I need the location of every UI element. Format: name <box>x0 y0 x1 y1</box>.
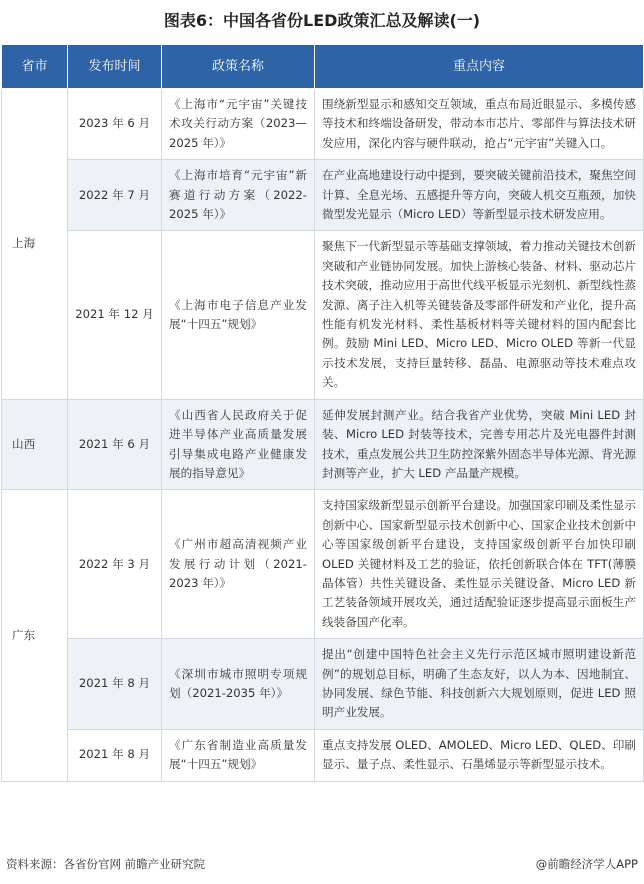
header-province: 省市 <box>2 45 68 89</box>
table-row <box>2 160 644 231</box>
date-cell: 2022 年 7 月 <box>68 160 162 231</box>
footer <box>0 852 644 876</box>
date-cell: 2023 年 6 月 <box>68 89 162 160</box>
content-cell: 聚焦下一代新型显示等基础支撑领域，着力推动关键技术创新突破和产业链协同发展。加快上游核心装备、材料、驱动芯片技术突破，推动应用于高世代线平板显示光刻机、新型线性蒸发源、离子注入机等关键装备及零部件研发和产业化，提升高性能有机发光材料、柔性基板材料等关键材料的国内配套比例。鼓励 Mini LED、Micro LED、Micro OLED 等新一代显示技术发展，支持巨量转移、磊晶、电源驱动等技术难点攻关。 <box>315 231 644 399</box>
policy-name-cell: 《上海市培育“元宇宙”新赛道行动方案（2022-2025 年）》 <box>162 160 315 231</box>
date-cell: 2022 年 3 月 <box>68 490 162 639</box>
province-cell: 山西 <box>2 399 68 490</box>
content-cell: 在产业高地建设行动中提到，要突破关键前沿技术，聚焦空间计算、全息光场、五感提升等方向，突破人机交互瓶颈，加快微型发光显示（Micro LED）等新型显示技术研发应用。 <box>315 160 644 231</box>
policy-table <box>1 44 644 782</box>
header-content: 重点内容 <box>315 45 644 89</box>
province-cell: 上海 <box>2 89 68 400</box>
content-cell: 重点支持发展 OLED、AMOLED、Micro LED、QLED、印刷显示、量子点、柔性显示、石墨烯显示等新型显示技术。 <box>315 729 644 781</box>
table-row <box>2 729 644 781</box>
policy-name-cell: 《山西省人民政府关于促进半导体产业高质量发展引导集成电路产业健康发展的指导意见》 <box>162 399 315 490</box>
content-cell: 延伸发展封测产业。结合我省产业优势，突破 Mini LED 封装、Micro LED 封装等技术，完善专用芯片及光电器件封测技术，重点发展公共卫生防控深紫外固态半导体光源、背光源封测等产业，扩大 LED 产品量产规模。 <box>315 399 644 490</box>
date-cell: 2021 年 6 月 <box>68 399 162 490</box>
table-row <box>2 490 644 639</box>
chart-title: 图表6：中国各省份LED政策汇总及解读(一) <box>163 11 481 30</box>
content-cell: 围绕新型显示和感知交互领域，重点布局近眼显示、多模传感等技术和终端设备研发，带动本市芯片、零部件与算法技术研发应用，深化内容与硬件联动，抢占“元宇宙”关键入口。 <box>315 89 644 160</box>
source-note: 资料来源：各省份官网 前瞻产业研究院 <box>6 857 206 871</box>
date-cell: 2021 年 8 月 <box>68 729 162 781</box>
header-date: 发布时间 <box>68 45 162 89</box>
header-name: 政策名称 <box>162 45 315 89</box>
content-cell: 支持国家级新型显示创新平台建设。加强国家印刷及柔性显示创新中心、国家新型显示技术创新中心、国家企业技术创新中心等国家级创新平台建设，支持国家级创新平台加快印刷 OLED 关键材料及工艺的验证，依托创新联合体在 TFT(薄膜晶体管）共性关键设备、柔性显示关键设备、Micro LED 新工艺装备领域开展攻关，通过适配验证逐步提高显示面板生产线装备国产化率。 <box>315 490 644 639</box>
policy-name-cell: 《深圳市城市照明专项规划（2021-2035 年）》 <box>162 639 315 730</box>
table-header-row <box>2 45 644 89</box>
content-cell: 提出“创建中国特色社会主义先行示范区城市照明建设新范例”的规划总目标，明确了生态友好，以人为本、因地制宜、协同发展、绿色节能、科技创新六大规划原则，促进 LED 照明产业发展。 <box>315 639 644 730</box>
policy-name-cell: 《上海市“元宇宙”关键技术攻关行动方案（2023—2025 年）》 <box>162 89 315 160</box>
table-row <box>2 399 644 490</box>
table-row <box>2 89 644 160</box>
brand-credit: @前瞻经济学人APP <box>535 857 638 871</box>
table-row <box>2 231 644 399</box>
policy-name-cell: 《上海市电子信息产业发展“十四五”规划》 <box>162 231 315 399</box>
date-cell: 2021 年 8 月 <box>68 639 162 730</box>
table-row <box>2 639 644 730</box>
date-cell: 2021 年 12 月 <box>68 231 162 399</box>
policy-name-cell: 《广东省制造业高质量发展“十四五”规划》 <box>162 729 315 781</box>
policy-name-cell: 《广州市超高清视频产业发展行动计划（2021-2023 年）》 <box>162 490 315 639</box>
province-cell: 广东 <box>2 490 68 781</box>
